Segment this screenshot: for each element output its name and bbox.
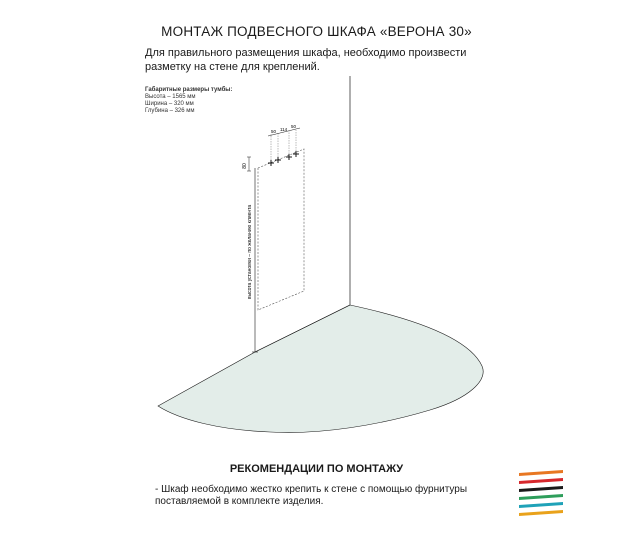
logo-stripe: [519, 510, 563, 516]
dimension-width: Ширина – 320 мм: [145, 101, 194, 107]
top-dim-label-1: 50: [271, 129, 277, 134]
floor-plane: [158, 305, 483, 433]
intro-text: Для правильного размещения шкафа, необходимо произвести разметку на стене для креплений.: [145, 47, 467, 73]
recommendations-title: РЕКОМЕНДАЦИИ ПО МОНТАЖУ: [229, 463, 404, 475]
logo-stripe: [519, 486, 563, 492]
cabinet-outline: [258, 149, 304, 310]
logo-stripe: [519, 478, 563, 484]
dimension-height: Высота – 1565 мм: [145, 94, 196, 100]
page-title: МОНТАЖ ПОДВЕСНОГО ШКАФА «ВЕРОНА 30»: [161, 24, 472, 39]
dimension-depth: Глубина – 326 мм: [145, 108, 195, 114]
logo-stripe: [519, 494, 563, 500]
dimensions-heading: Габаритные размеры тумбы:: [145, 87, 233, 93]
side-dim-label: 80: [242, 163, 248, 169]
top-dim-label-3: 50: [291, 124, 297, 129]
installation-height-label: высота установки – по желанию клиента: [247, 204, 253, 300]
recommendations-text: - Шкаф необходимо жестко крепить к стене с помощью фурнитуры поставляемой в комплекте изделия.: [155, 484, 468, 507]
top-dim-label-2: 114: [280, 127, 288, 132]
logo-stripe: [519, 470, 563, 476]
brand-logo-stripes: [517, 467, 567, 519]
logo-stripe: [519, 502, 563, 508]
